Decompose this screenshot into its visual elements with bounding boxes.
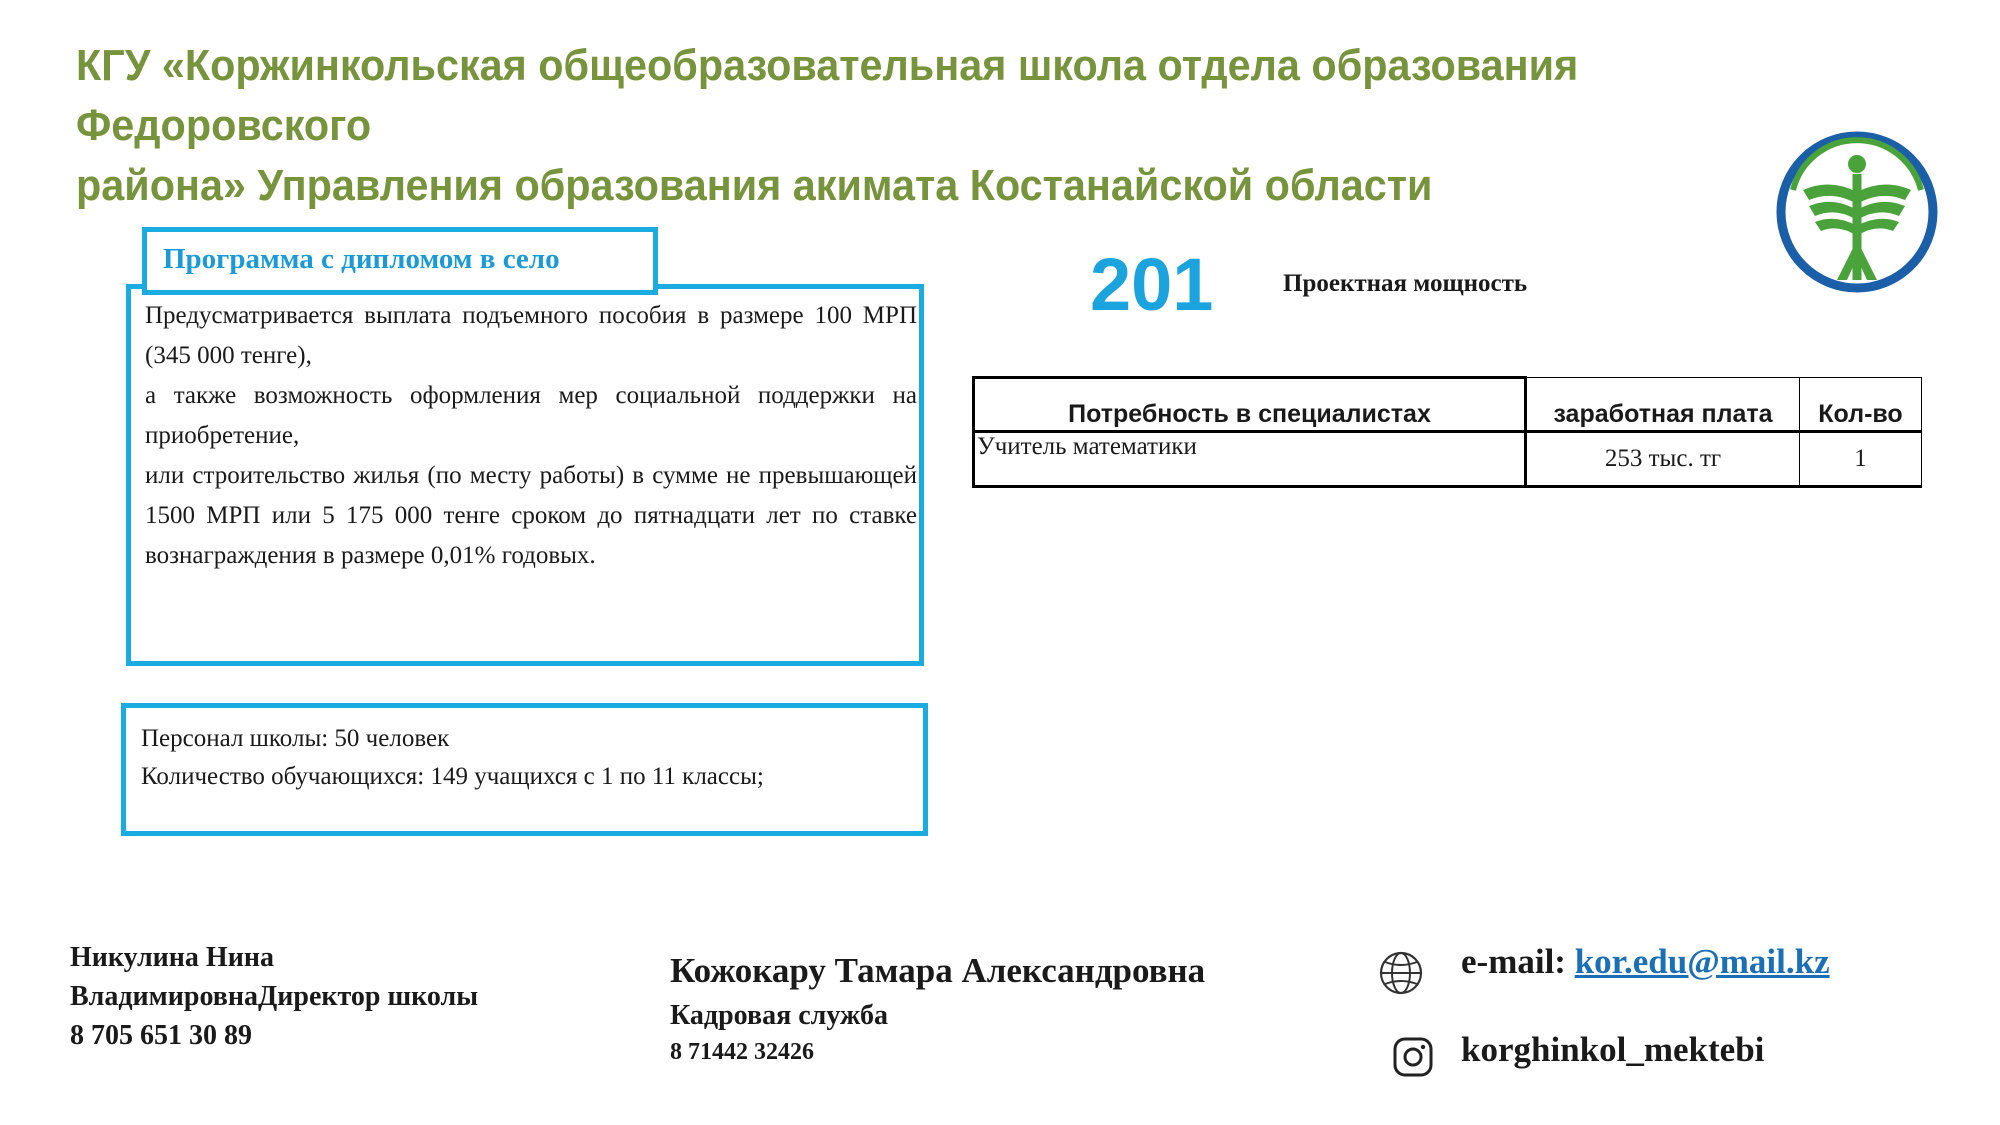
specialists-table — [972, 376, 1922, 488]
school-emblem-logo — [1775, 130, 1940, 295]
student-count: Количество обучающихся: 149 учащихся с 1 по 11 классы; — [141, 763, 764, 790]
email-link[interactable]: kor.edu@mail.kz — [1574, 942, 1830, 981]
cell-specialist: Учитель математики — [974, 432, 1526, 487]
director-contact — [70, 938, 590, 1055]
instagram-icon — [1392, 1036, 1434, 1078]
program-paragraph-2: а также возможность оформления мер социальной поддержки на приобретение, — [145, 382, 917, 449]
program-title: Программа с дипломом в село — [142, 227, 658, 295]
hr-phone: 8 71442 32426 — [670, 1039, 814, 1065]
page-title — [76, 36, 1824, 216]
page-title-line-1: КГУ «Коржинкольская общеобразовательная школа отдела образования Федоровского — [76, 41, 1579, 150]
staff-info-box — [121, 703, 928, 836]
cell-count: 1 — [1800, 432, 1922, 487]
hr-contact — [670, 946, 1205, 1068]
header-salary: заработная плата — [1526, 378, 1800, 432]
hr-name: Кожокару Тамара Александровна — [670, 951, 1206, 990]
table-row — [974, 432, 1922, 487]
globe-icon — [1378, 950, 1424, 996]
header-count: Кол-во — [1800, 378, 1922, 432]
director-name-line-1: Никулина Нина — [70, 942, 274, 973]
capacity-label: Проектная мощность — [1283, 270, 1528, 297]
program-description — [145, 296, 917, 576]
program-paragraph-3: или строительство жилья (по месту работы) в сумме не превышающей 1500 МРП или 5 175 000 тенге сроком до пятнадцати лет по ставке вознаграждения в размере 0,01% годовых. — [145, 462, 917, 569]
director-phone: 8 705 651 30 89 — [70, 1020, 252, 1051]
capacity-number: 201 — [1090, 243, 1214, 326]
hr-role: Кадровая служба — [670, 1000, 888, 1031]
email-text — [1461, 942, 1830, 982]
director-name-line-2: ВладимировнаДиректор школы — [70, 981, 479, 1012]
table-header-row — [974, 378, 1922, 432]
instagram-handle[interactable]: korghinkol_mektebi — [1461, 1030, 1765, 1069]
program-paragraph-1: Предусматривается выплата подъемного пособия в размере 100 МРП (345 000 тенге), — [145, 302, 917, 369]
cell-salary: 253 тыс. тг — [1526, 432, 1800, 487]
staff-count: Персонал школы: 50 человек — [141, 725, 450, 752]
header-specialists: Потребность в специалистах — [974, 378, 1526, 432]
email-label: e-mail: — [1461, 942, 1575, 981]
page-title-line-2: района» Управления образования акимата Костанайской области — [76, 161, 1433, 210]
